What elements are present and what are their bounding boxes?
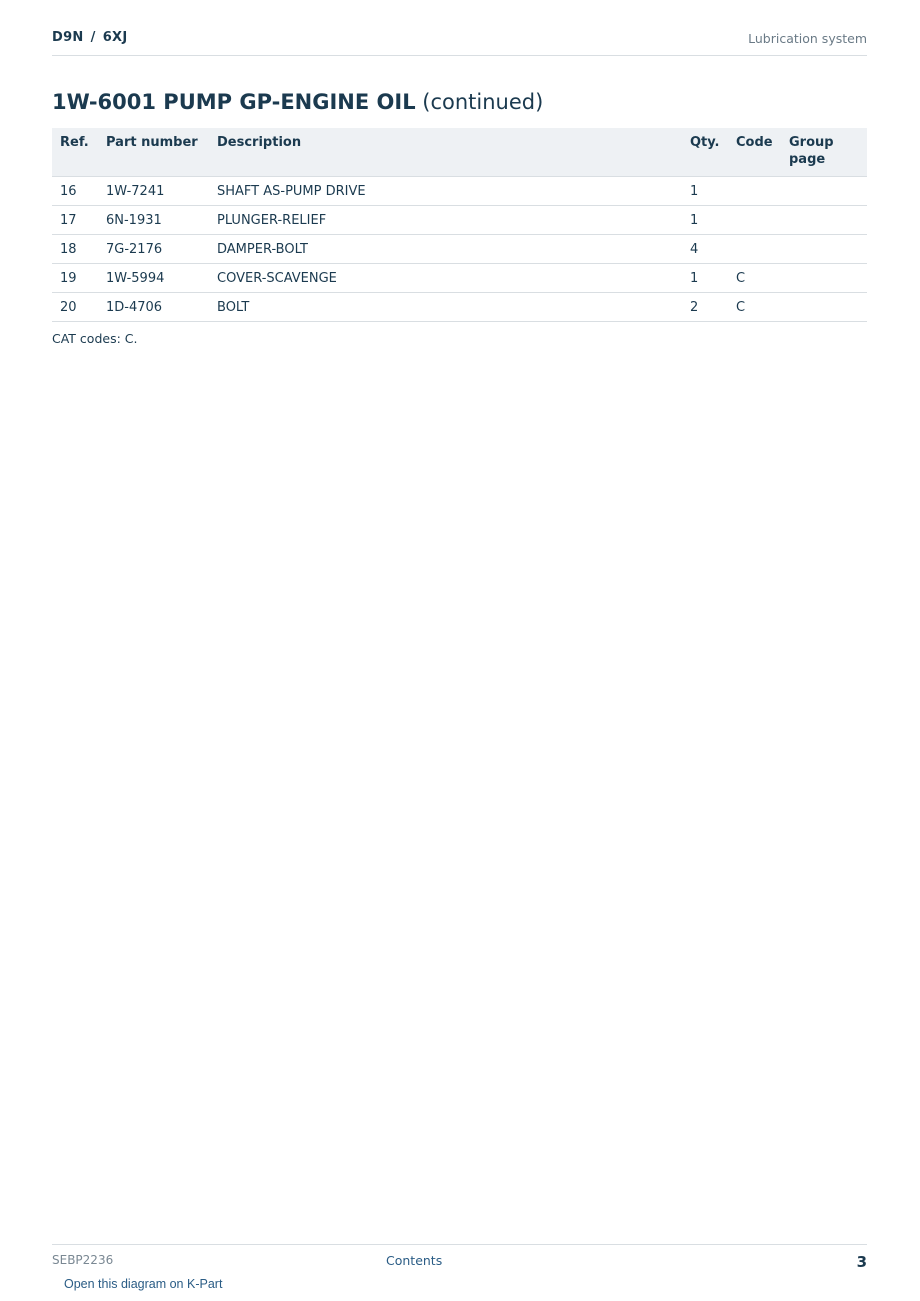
cat-codes-note: CAT codes: C.: [52, 331, 138, 346]
cell-part-number: 1W-7241: [98, 177, 209, 206]
cell-code: [728, 235, 781, 264]
cell-qty: 1: [682, 206, 728, 235]
breadcrumb: [52, 30, 128, 45]
cell-ref: 17: [52, 206, 98, 235]
page-footer: [52, 1244, 867, 1301]
cell-qty: 2: [682, 293, 728, 322]
page-number: 3: [856, 1253, 867, 1271]
document-page: [52, 0, 867, 1300]
table-row: [52, 293, 867, 322]
cell-description: COVER-SCAVENGE: [209, 264, 682, 293]
column-header-qty: Qty.: [682, 128, 728, 177]
parts-table-header: [52, 128, 867, 177]
page-title: [52, 90, 543, 114]
cell-part-number: 1W-5994: [98, 264, 209, 293]
cell-group-page: [781, 264, 867, 293]
header-row: [52, 128, 867, 177]
cell-description: DAMPER-BOLT: [209, 235, 682, 264]
cell-group-page: [781, 293, 867, 322]
cell-qty: 1: [682, 264, 728, 293]
contents-link[interactable]: Contents: [386, 1253, 443, 1268]
cell-qty: 1: [682, 177, 728, 206]
section-name: Lubrication system: [748, 31, 867, 46]
table-row: [52, 264, 867, 293]
cell-code: [728, 206, 781, 235]
title-suffix: (continued): [422, 90, 544, 114]
page-header: [52, 28, 867, 56]
cell-description: BOLT: [209, 293, 682, 322]
column-header-group-page: Group page: [781, 128, 867, 177]
cell-group-page: [781, 235, 867, 264]
cell-code: [728, 177, 781, 206]
table-row: [52, 235, 867, 264]
table-row: [52, 177, 867, 206]
parts-table: [52, 128, 867, 322]
open-kpart-link[interactable]: Open this diagram on K-Part: [64, 1277, 223, 1291]
document-id: SEBP2236: [52, 1253, 114, 1267]
cell-ref: 16: [52, 177, 98, 206]
title-main: 1W-6001 PUMP GP-ENGINE OIL: [52, 90, 416, 114]
cell-ref: 20: [52, 293, 98, 322]
cell-group-page: [781, 206, 867, 235]
cell-part-number: 7G-2176: [98, 235, 209, 264]
breadcrumb-separator: /: [90, 30, 96, 45]
column-header-part-number: Part number: [98, 128, 209, 177]
cell-part-number: 1D-4706: [98, 293, 209, 322]
cell-description: SHAFT AS-PUMP DRIVE: [209, 177, 682, 206]
column-header-code: Code: [728, 128, 781, 177]
cell-description: PLUNGER-RELIEF: [209, 206, 682, 235]
table-row: [52, 206, 867, 235]
cell-code: C: [728, 293, 781, 322]
cell-group-page: [781, 177, 867, 206]
model-label: D9N: [52, 30, 84, 45]
serial-prefix-label: 6XJ: [102, 30, 128, 45]
parts-table-body: [52, 177, 867, 322]
column-header-description: Description: [209, 128, 682, 177]
column-header-ref: Ref.: [52, 128, 98, 177]
cell-ref: 19: [52, 264, 98, 293]
cell-part-number: 6N-1931: [98, 206, 209, 235]
cell-ref: 18: [52, 235, 98, 264]
cell-qty: 4: [682, 235, 728, 264]
cell-code: C: [728, 264, 781, 293]
